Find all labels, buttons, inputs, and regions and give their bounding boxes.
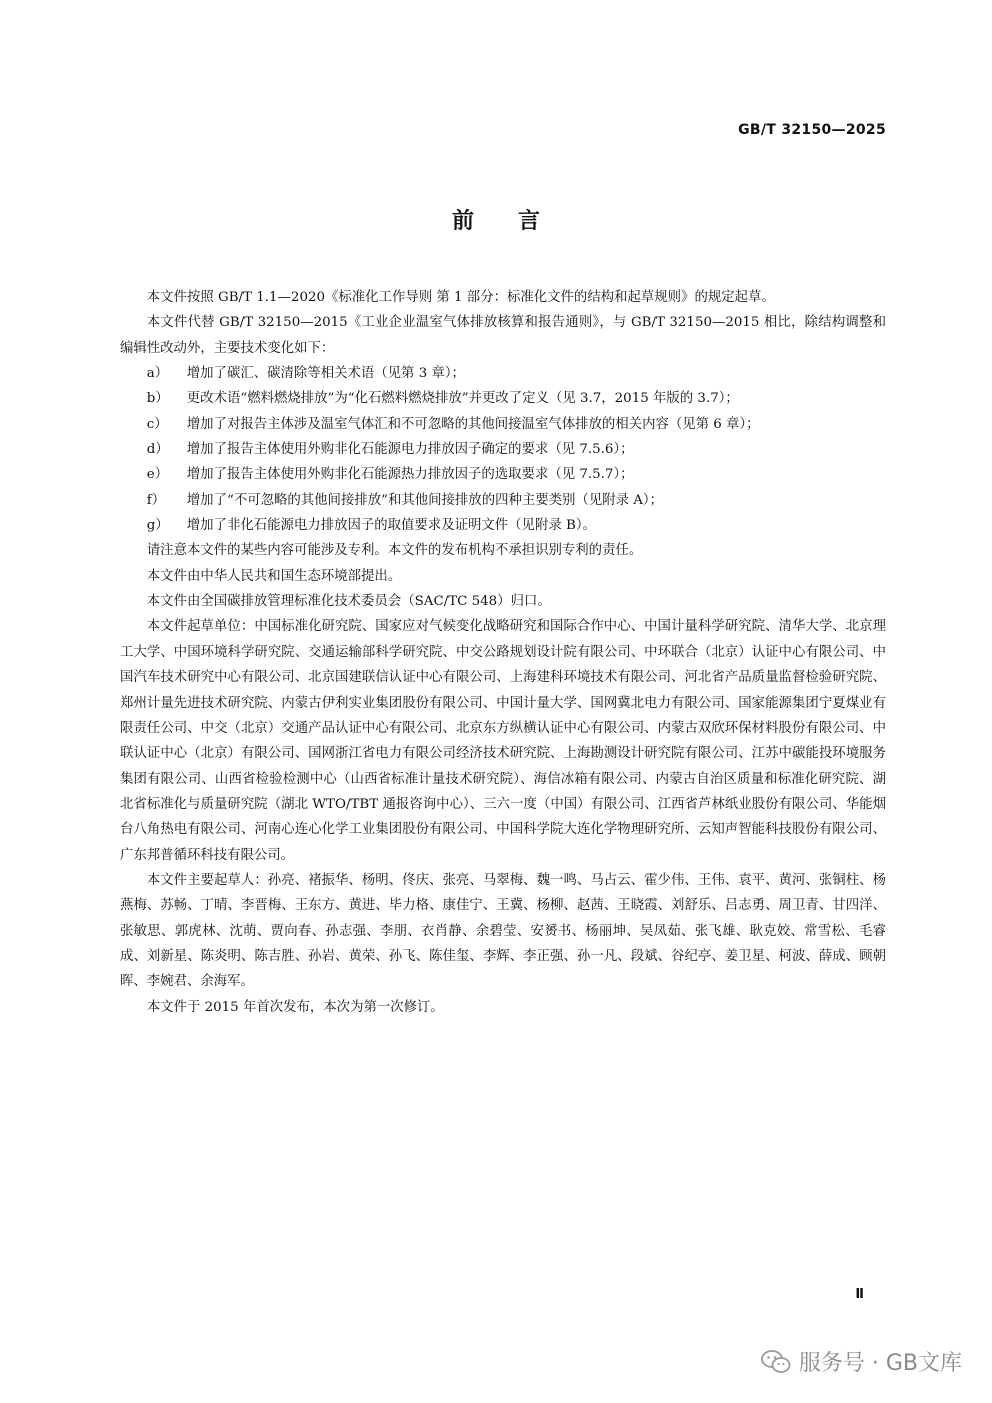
paragraph-replacement: 本文件代替 GB/T 32150—2015《工业企业温室气体排放核算和报告通则》，与 GB/T 32150—2015 相比，除结构调整和编辑性改动外，主要技术变化如下： — [120, 315, 886, 356]
list-item-text: 增加了对报告主体涉及温室气体汇和不可忽略的其他间接温室气体排放的相关内容（见第 6 章）； — [186, 416, 760, 432]
list-item-label: b） — [146, 391, 169, 407]
list-item-text: 增加了“不可忽略的其他间接排放”和其他间接排放的四种主要类别（见附录 A）； — [186, 492, 663, 508]
foreword-body — [120, 285, 886, 1020]
paragraph-drafting-rules: 本文件按照 GB/T 1.1—2020《标准化工作导则 第 1 部分：标准化文件的结构和起草规则》的规定起草。 — [146, 290, 775, 305]
watermark — [761, 1346, 962, 1377]
watermark-text: 服务号 · GB文库 — [798, 1351, 962, 1376]
list-item — [120, 437, 886, 462]
list-item-label: c） — [146, 416, 168, 432]
list-item-text: 增加了非化石能源电力排放因子的取值要求及证明文件（见附录 B）。 — [186, 518, 596, 534]
standard-code: GB/T 32150—2025 — [738, 122, 886, 138]
list-item-label: f） — [146, 492, 166, 508]
page-title — [0, 204, 992, 235]
list-item — [120, 462, 886, 487]
list-item — [120, 386, 886, 411]
list-item-text: 增加了报告主体使用外购非化石能源热力排放因子的选取要求（见 7.5.7）； — [186, 467, 634, 483]
list-item-label: g） — [146, 518, 169, 534]
list-item — [120, 361, 886, 386]
list-item — [120, 412, 886, 437]
paragraph-patent-notice: 请注意本文件的某些内容可能涉及专利。本文件的发布机构不承担识别专利的责任。 — [146, 543, 643, 559]
list-item-text: 更改术语“燃料燃烧排放”为“化石燃料燃烧排放”并更改了定义（见 3.7，2015 年版的 3.7）； — [186, 391, 739, 407]
list-item — [120, 488, 886, 513]
paragraph-proposer: 本文件由中华人民共和国生态环境部提出。 — [146, 568, 402, 584]
wechat-icon — [761, 1349, 791, 1375]
change-list — [120, 361, 886, 538]
list-item-text: 增加了碳汇、碳清除等相关术语（见第 3 章）； — [186, 366, 465, 382]
list-item — [120, 513, 886, 538]
page-number: Ⅱ — [855, 1287, 864, 1302]
list-item-label: a） — [146, 366, 169, 382]
paragraph-drafters: 本文件主要起草人：孙亮、褚振华、杨明、佟庆、张亮、马翠梅、魏一鸣、马占云、霍少伟、王伟、袁平、黄河、张铜柱、杨燕梅、苏畅、丁晴、李晋梅、王东方、黄进、毕力格、康佳宁、王冀、杨柳、赵茜、王晓霞、刘舒乐、吕志勇、周卫青、甘四洋、张敏思、郭虎林、沈萌、贾向春、孙志强、李朋、衣肖静、余碧莹、安赟书、杨丽坤、吴凤茹、张飞雄、耿克姣、常雪松、毛睿成、刘新星、陈炎明、陈吉胜、孙岩、黄荣、孙飞、陈佳玺、李辉、李正强、孙一凡、段斌、谷纪亭、姜卫星、柯波、薛成、顾朝晖、李婉君、余海军。 — [120, 872, 886, 990]
title-part-2: 言 — [518, 209, 541, 234]
paragraph-drafting-units: 本文件起草单位：中国标准化研究院、国家应对气候变化战略研究和国际合作中心、中国计量科学研究院、清华大学、北京理工大学、中国环境科学研究院、交通运输部科学研究院、中交公路规划设计院有限公司、中环联合（北京）认证中心有限公司、中国汽车技术研究中心有限公司、北京国建联信认证中心有限公司、上海建科环境技术有限公司、河北省产品质量监督检验研究院、郑州计量先进技术研究院、内蒙古伊利实业集团股份有限公司、中国计量大学、国网冀北电力有限公司、国家能源集团宁夏煤业有限责任公司、中交（北京）交通产品认证中心有限公司、北京东方纵横认证中心有限公司、内蒙古双欣环保材料股份有限公司、中联认证中心（北京）有限公司、国网浙江省电力有限公司经济技术研究院、上海勘测设计研究院有限公司、江苏中碳能投环境服务集团有限公司、山西省检验检测中心（山西省标准计量技术研究院）、海信冰箱有限公司、内蒙古自治区质量和标准化研究院、湖北省标准化与质量研究院（湖北 WTO/TBT 通报咨询中心）、三六一度（中国）有限公司、江西省芦林纸业股份有限公司、华能烟台八角热电有限公司、河南心连心化学工业集团股份有限公司、中国科学院大连化学物理研究所、云知声智能科技股份有限公司、广东邦普循环科技有限公司。 — [120, 619, 886, 863]
title-part-1: 前 — [451, 209, 474, 234]
paragraph-history: 本文件于 2015 年首次发布，本次为第一次修订。 — [146, 999, 444, 1015]
list-item-label: e） — [146, 467, 169, 483]
list-item-label: d） — [146, 442, 169, 458]
paragraph-committee: 本文件由全国碳排放管理标准化技术委员会（SAC/TC 548）归口。 — [146, 594, 551, 610]
list-item-text: 增加了报告主体使用外购非化石能源电力排放因子确定的要求（见 7.5.6）； — [186, 442, 634, 458]
